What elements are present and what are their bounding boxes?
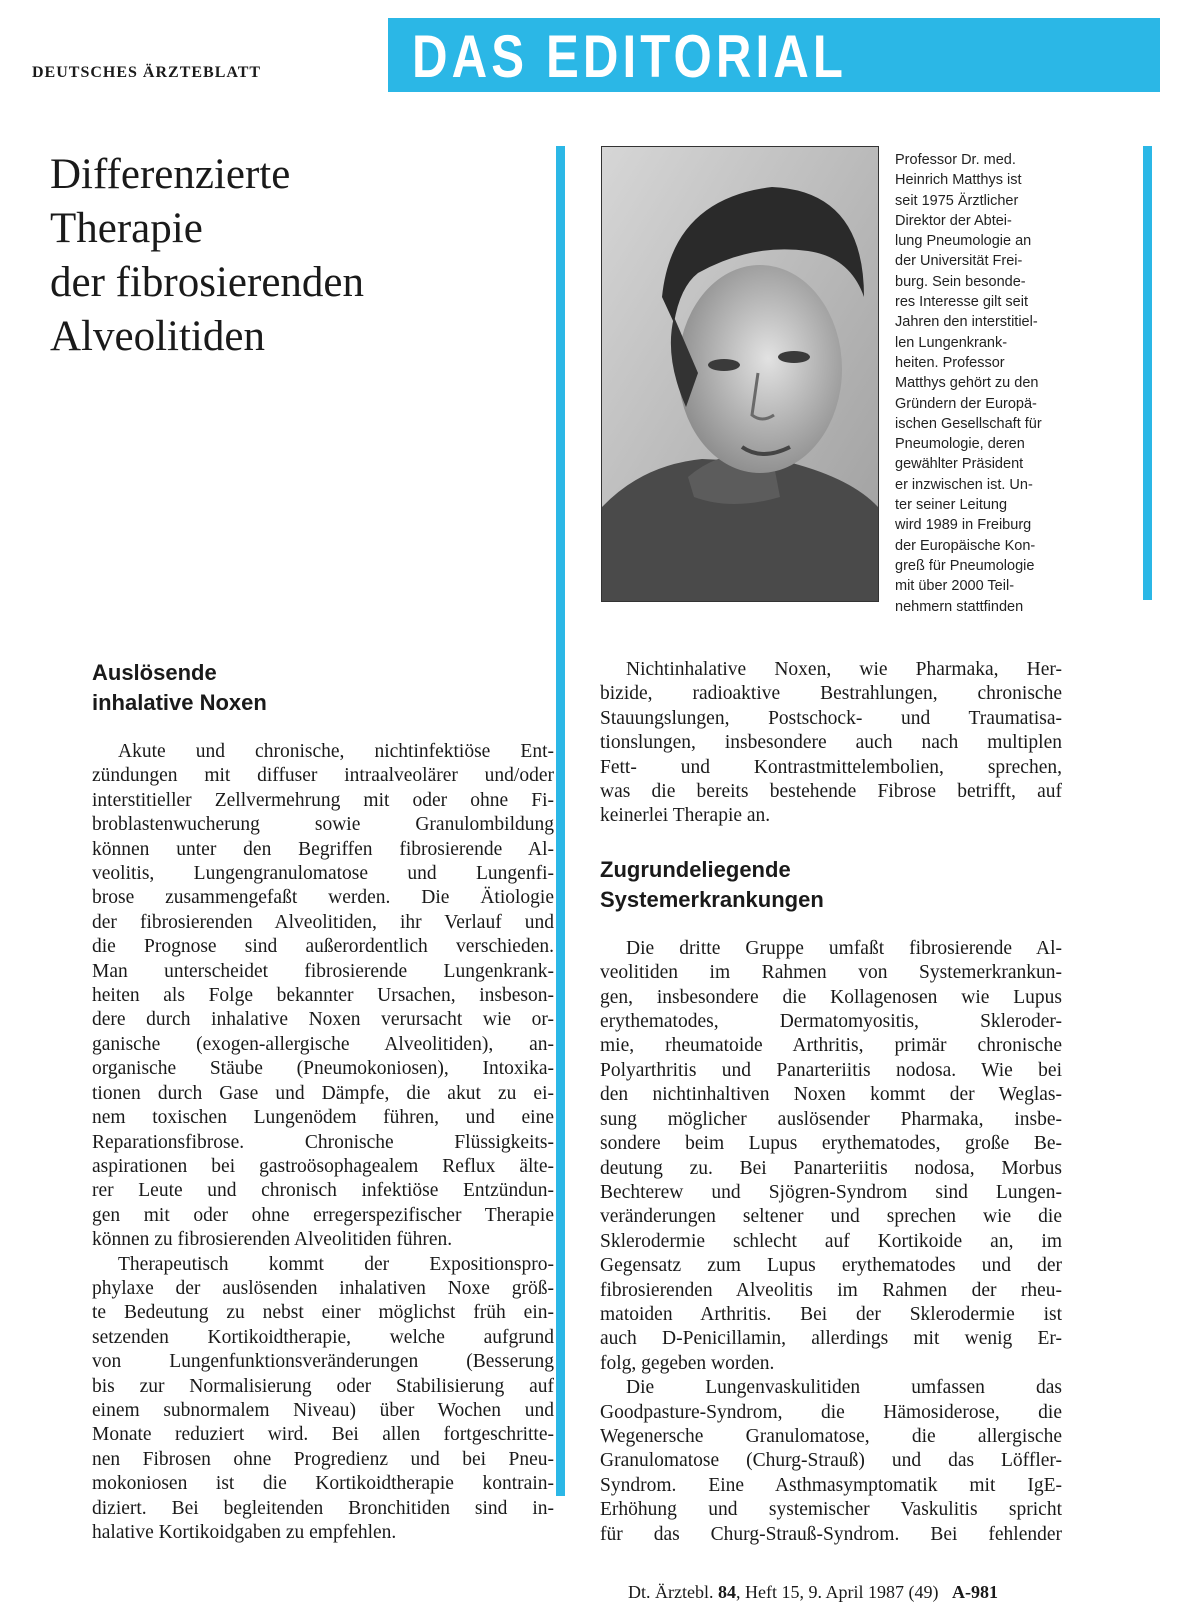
text-line: mie, rheumatoide Arthritis, primär chronische [600, 1035, 1062, 1057]
text-line: Syndrom. Eine Asthmasymptomatik mit IgE- [600, 1474, 1062, 1496]
headline-line: Alveolitiden [50, 313, 265, 360]
text-line: Sklerodermie schlecht auf Kortikoide an, im [600, 1230, 1062, 1252]
text-line: bis zur Normalisierung oder Stabilisierung auf [92, 1375, 554, 1397]
text-line: die Prognose sind außerordentlich verschieden. [92, 936, 554, 958]
text-line: veolitis, Lungengranulomatose und Lungenfi- [92, 863, 554, 885]
text-line: sung möglicher auslösender Pharmaka, insbe- [600, 1108, 1062, 1130]
headline [50, 148, 560, 364]
text-line: Stauungslungen, Postschock- und Traumatisa- [600, 707, 1062, 729]
text-line: matoiden Arthritis. Bei der Sklerodermie ist [600, 1303, 1062, 1325]
caption-line: Gründern der Europä- [895, 395, 1037, 412]
text-line: zündungen mit diffuser intraalveolärer und/oder [92, 765, 554, 787]
masthead: DEUTSCHES ÄRZTEBLATT [32, 64, 262, 81]
headline-line: Differenzierte [50, 151, 291, 198]
text-line: von Lungenfunktionsveränderungen (Besserung [92, 1351, 554, 1373]
paragraph [600, 937, 1062, 1376]
text-line: Polyarthritis und Panarteriitis nodosa. Wie bei [600, 1059, 1062, 1081]
caption-line: Jahren den interstitiel- [895, 314, 1038, 331]
caption-line: burg. Sein besonde- [895, 273, 1026, 290]
caption-line: der Europäische Kon- [895, 537, 1036, 554]
text-line: keinerlei Therapie an. [600, 805, 771, 827]
text-line: Gegensatz zum Lupus erythematodes und der [600, 1255, 1062, 1277]
text-line: auch D-Penicillamin, allerdings mit wenig Er- [600, 1328, 1062, 1350]
column-left [92, 658, 554, 1545]
text-line: Akute und chronische, nichtinfektiöse Ent- [118, 741, 554, 762]
caption-line: Matthys gehört zu den [895, 375, 1039, 392]
text-line: Wegenersche Granulomatose, die allergische [600, 1425, 1062, 1447]
caption-line: seit 1975 Ärztlicher [895, 192, 1019, 209]
text-line: brose zusammengefaßt werden. Die Ätiologie [92, 887, 554, 909]
text-line: aspirationen bei gastroösophagealem Reflux älte- [92, 1155, 554, 1177]
text-line: den nichtinhaltiven Noxen kommt der Weglas- [600, 1084, 1062, 1106]
text-line: setzenden Kortikoidtherapie, welche aufgrund [92, 1326, 554, 1348]
text-line: tionen durch Gase und Dämpfe, die akut zu ei- [92, 1082, 554, 1104]
text-line: nen Fibrosen ohne Progredienz und bei Pneu- [92, 1448, 554, 1470]
caption-line: er inzwischen ist. Un- [895, 476, 1033, 493]
paragraph [92, 1253, 554, 1546]
text-line: gen mit oder ohne erregerspezifischer Therapie [92, 1204, 554, 1226]
text-line: gen, insbesondere die Kollagenosen wie Lupus [600, 986, 1062, 1008]
text-line: deutung zu. Bei Panarteriitis nodosa, Morbus [600, 1157, 1062, 1179]
caption-line: res Interesse gilt seit [895, 294, 1028, 311]
page-number: A-981 [951, 1582, 998, 1602]
text-line: können unter den Begriffen fibrosierende Al- [92, 838, 554, 860]
subhead-systemerkrankungen [600, 855, 1062, 915]
text-line: heiten als Folge bekannter Ursachen, insbeson- [92, 985, 554, 1007]
text-line: Therapeutisch kommt der Expositionspro- [118, 1253, 554, 1275]
section-title: DAS EDITORIAL [412, 23, 848, 90]
text-line: nem toxischen Lungenödem führen, und eine [92, 1107, 554, 1129]
text-line: fibrosierenden Alveolitis im Rahmen der rheu- [600, 1279, 1062, 1301]
footer-journal: Dt. Ärztebl. [628, 1582, 714, 1602]
caption-line: Heinrich Matthys ist [895, 172, 1022, 189]
subhead-inhalative-noxen [92, 658, 554, 718]
headline-line: der fibrosierenden [50, 259, 364, 306]
text-line: Granulomatose (Churg-Strauß) und das Löffler- [600, 1450, 1062, 1472]
author-caption [895, 150, 1117, 617]
text-line: broblastenwucherung sowie Granulombildung [92, 814, 554, 836]
caption-line: Professor Dr. med. [895, 152, 1016, 168]
blue-rule-left [556, 146, 565, 1496]
text-line: veolitiden im Rahmen von Systemerkrankun- [600, 962, 1062, 984]
caption-line: Direktor der Abtei- [895, 212, 1012, 229]
text-line: einem subnormalem Niveau) über Wochen und [92, 1399, 554, 1421]
text-line: rer Leute und chronisch infektiöse Entzündun- [92, 1180, 554, 1202]
section-banner [388, 18, 1160, 92]
text-line: was die bereits bestehende Fibrose betrifft, auf [600, 781, 1062, 803]
subhead-line: Systemerkrankungen [600, 886, 824, 912]
text-line: erythematodes, Dermatomyositis, Skleroder- [600, 1011, 1062, 1033]
subhead-line: Auslösende [92, 660, 217, 685]
text-line: folg, gegeben worden. [600, 1352, 775, 1374]
subhead-line: Zugrundeliegende [600, 856, 791, 882]
page-footer [628, 1582, 998, 1603]
text-line: mokoniosen ist die Kortikoidtherapie kontrain- [92, 1473, 554, 1495]
text-line: phylaxe der auslösenden inhalativen Noxe größ- [92, 1277, 554, 1299]
text-line: Reparationsfibrose. Chronische Flüssigkeits- [92, 1131, 554, 1153]
caption-line: nehmern stattfinden [895, 598, 1024, 615]
text-line: Goodpasture-Syndrom, die Hämosiderose, die [600, 1401, 1062, 1423]
text-line: te Bedeutung zu nebst einer möglichst früh ein- [92, 1302, 554, 1324]
caption-line: wird 1989 in Freiburg [895, 517, 1032, 534]
caption-line: lung Pneumologie an [895, 233, 1032, 250]
text-line: Bechterew und Sjögren-Syndrom sind Lungen- [600, 1181, 1062, 1203]
caption-line: greß für Pneumologie [895, 557, 1035, 574]
caption-line: der Universität Frei- [895, 253, 1023, 270]
blue-rule-right [1143, 146, 1152, 600]
text-line: bizide, radioaktive Bestrahlungen, chronische [600, 683, 1062, 705]
text-line: Fett- und Kontrastmittelembolien, sprechen, [600, 756, 1062, 778]
text-line: dere durch inhalative Noxen verursacht wie or- [92, 1009, 554, 1031]
text-line: Monate reduziert wird. Bei allen fortgeschritte- [92, 1424, 554, 1446]
footer-issue: , Heft 15, 9. April 1987 (49) [735, 1582, 939, 1602]
text-line: diziert. Bei begleitenden Bronchitiden sind in- [92, 1497, 554, 1519]
text-line: tionslungen, insbesondere auch nach multiplen [600, 732, 1062, 754]
paragraph [600, 658, 1062, 829]
text-line: Die Lungenvaskulitiden umfassen das [626, 1377, 1062, 1399]
caption-line: Pneumologie, deren [895, 436, 1025, 453]
author-portrait [601, 146, 879, 602]
text-line: organische Stäube (Pneumokoniosen), Intoxika- [92, 1058, 554, 1080]
paragraph [92, 740, 554, 1253]
text-line: können zu fibrosierenden Alveolitiden führen. [92, 1229, 453, 1251]
caption-line: ischen Gesellschaft für [895, 415, 1042, 432]
subhead-line: inhalative Noxen [92, 690, 267, 715]
text-line: ganische (exogen-allergische Alveolitiden), an- [92, 1033, 554, 1055]
caption-line: heiten. Professor [895, 354, 1005, 371]
footer-volume: 84 [717, 1582, 736, 1602]
text-line: veränderungen seltener und sprechen wie die [600, 1206, 1062, 1228]
text-line: Erhöhung und systemischer Vaskulitis spricht [600, 1499, 1062, 1521]
text-line: interstitieller Zellvermehrung mit oder ohne Fi- [92, 789, 554, 811]
headline-line: Therapie [50, 205, 203, 252]
column-right [600, 658, 1062, 1547]
caption-line: ter seiner Leitung [895, 497, 1008, 514]
text-line: Nichtinhalative Noxen, wie Pharmaka, Her- [626, 659, 1062, 680]
caption-line: mit über 2000 Teil- [895, 578, 1015, 595]
text-line: der fibrosierenden Alveolitiden, ihr Verlauf und [92, 911, 554, 933]
paragraph [600, 1376, 1062, 1547]
text-line: Man unterscheidet fibrosierende Lungenkrank- [92, 960, 554, 982]
text-line: Die dritte Gruppe umfaßt fibrosierende Al- [626, 937, 1062, 959]
text-line: halative Kortikoidgaben zu empfehlen. [92, 1522, 397, 1543]
text-line: sondere beim Lupus erythematodes, große Be- [600, 1133, 1062, 1155]
caption-line: gewählter Präsident [895, 456, 1024, 473]
caption-line: len Lungenkrank- [895, 334, 1008, 351]
text-line: für das Churg-Strauß-Syndrom. Bei fehlender [600, 1523, 1062, 1545]
